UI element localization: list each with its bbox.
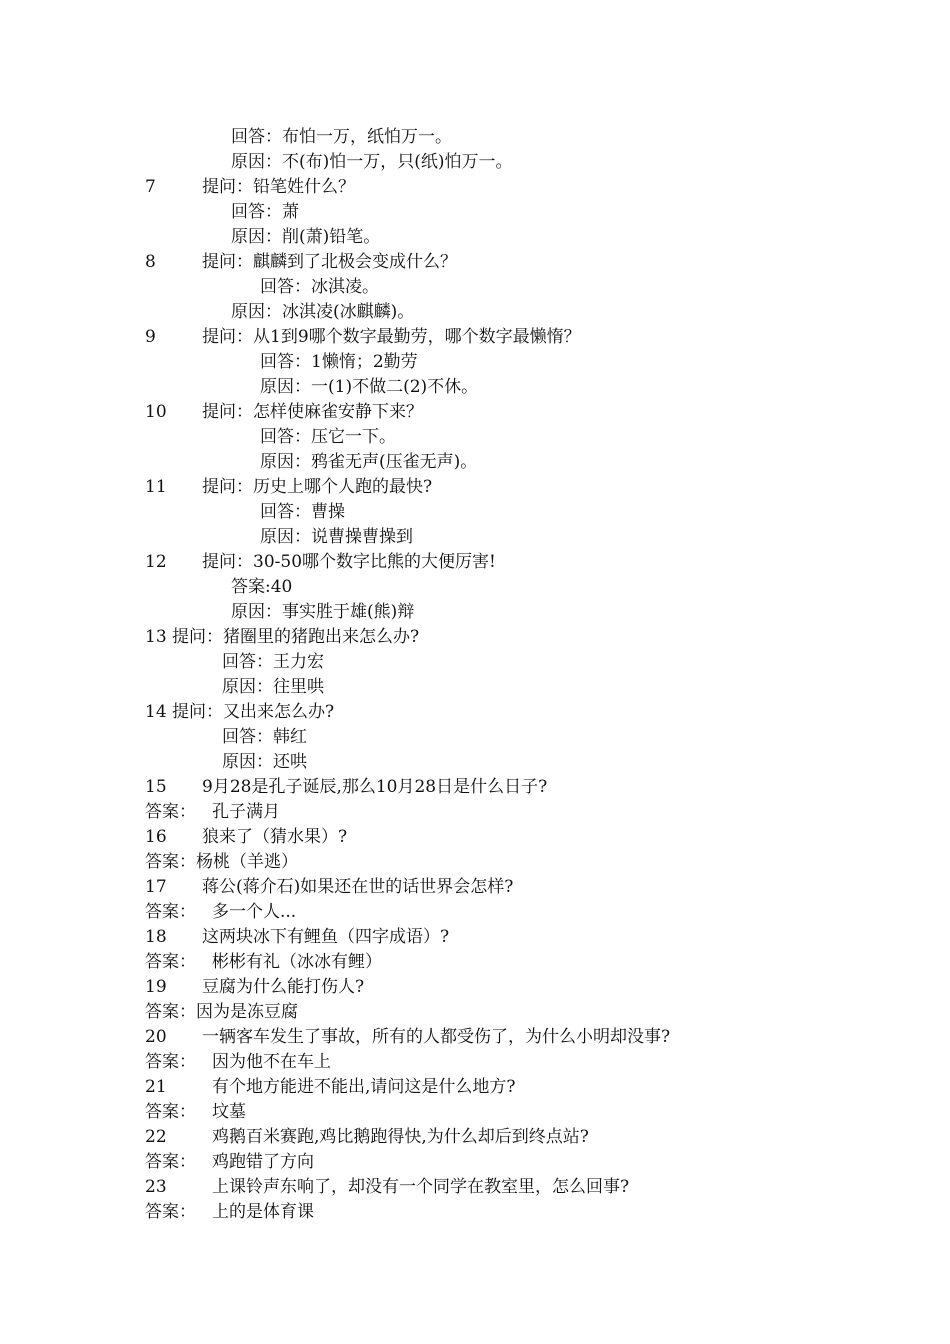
reason-line: 原因：说曹操曹操到 xyxy=(260,527,413,547)
answer-label: 答案： xyxy=(145,1202,196,1222)
question-line: 鸡鹅百米赛跑,鸡比鹅跑得快,为什么却后到终点站? xyxy=(212,1127,589,1147)
question-line: 13 提问：猪圈里的猪跑出来怎么办? xyxy=(145,627,420,647)
question-line: 豆腐为什么能打伤人? xyxy=(202,977,365,997)
question-line: 提问：怎样使麻雀安静下来？ xyxy=(202,402,423,422)
question-line: 上课铃声东响了，却没有一个同学在教室里，怎么回事? xyxy=(212,1177,630,1197)
item-number: 20 xyxy=(145,1027,167,1047)
answer-line: 回答：韩红 xyxy=(222,727,307,747)
reason-line: 原因：还哄 xyxy=(222,752,307,772)
question-line: 提问：历史上哪个人跑的最快? xyxy=(202,477,433,497)
question-line: 提问：麒麟到了北极会变成什么？ xyxy=(202,252,457,272)
reason-line: 原因：不(布)怕一万，只(纸)怕万一。 xyxy=(231,152,513,172)
answer-text: 彬彬有礼（冰冰有鲤） xyxy=(212,952,382,972)
answer-line: 回答：王力宏 xyxy=(222,652,324,672)
answer-text: 坟墓 xyxy=(212,1102,246,1122)
item-number: 7 xyxy=(145,177,156,197)
question-line: 14 提问：又出来怎么办? xyxy=(145,702,335,722)
answer-text: 多一个人... xyxy=(212,902,297,922)
item-number: 19 xyxy=(145,977,167,997)
item-number: 12 xyxy=(145,552,167,572)
answer-line: 答案:40 xyxy=(231,577,293,597)
answer-line: 答案：杨桃（羊逃） xyxy=(145,852,298,872)
answer-text: 上的是体育课 xyxy=(212,1202,314,1222)
item-number: 15 xyxy=(145,777,167,797)
item-number: 23 xyxy=(145,1177,167,1197)
item-number: 18 xyxy=(145,927,167,947)
answer-text: 鸡跑错了方向 xyxy=(212,1152,314,1172)
answer-label: 答案： xyxy=(145,902,196,922)
question-line: 蒋公(蒋介石)如果还在世的话世界会怎样? xyxy=(202,877,514,897)
item-number: 10 xyxy=(145,402,167,422)
reason-line: 原因：冰淇凌(冰麒麟)。 xyxy=(231,302,415,322)
reason-line: 原因：鸦雀无声(压雀无声)。 xyxy=(260,452,478,472)
reason-line: 原因：一(1)不做二(2)不休。 xyxy=(260,377,479,397)
question-line: 一辆客车发生了事故，所有的人都受伤了，为什么小明却没事? xyxy=(202,1027,671,1047)
question-line: 提问：30-50哪个数字比熊的大便厉害! xyxy=(202,552,496,572)
answer-text: 孔子满月 xyxy=(212,802,280,822)
answer-label: 答案： xyxy=(145,1102,196,1122)
item-number: 16 xyxy=(145,827,167,847)
answer-label: 答案： xyxy=(145,1152,196,1172)
item-number: 8 xyxy=(145,252,156,272)
answer-text: 因为他不在车上 xyxy=(212,1052,331,1072)
answer-label: 答案： xyxy=(145,1052,196,1072)
item-number: 17 xyxy=(145,877,167,897)
question-line: 有个地方能进不能出,请问这是什么地方? xyxy=(212,1077,516,1097)
answer-line: 答案：因为是冻豆腐 xyxy=(145,1002,298,1022)
answer-line: 回答：萧 xyxy=(231,202,299,222)
question-line: 提问：铅笔姓什么？ xyxy=(202,177,355,197)
item-number: 9 xyxy=(145,327,156,347)
answer-line: 回答：曹操 xyxy=(260,502,345,522)
item-number: 21 xyxy=(145,1077,167,1097)
item-number: 11 xyxy=(145,477,167,497)
reason-line: 原因：事实胜于雄(熊)辩 xyxy=(231,602,415,622)
question-line: 这两块冰下有鲤鱼（四字成语）? xyxy=(202,927,450,947)
answer-label: 答案： xyxy=(145,952,196,972)
answer-label: 答案： xyxy=(145,802,196,822)
answer-line: 回答：布怕一万，纸怕万一。 xyxy=(231,127,452,147)
item-number: 22 xyxy=(145,1127,167,1147)
answer-line: 回答：冰淇凌。 xyxy=(260,277,379,297)
reason-line: 原因：削(萧)铅笔。 xyxy=(231,227,381,247)
answer-line: 回答：1懒惰；2勤劳 xyxy=(260,352,418,372)
answer-line: 回答：压它一下。 xyxy=(260,427,396,447)
reason-line: 原因：往里哄 xyxy=(222,677,324,697)
question-line: 9月28是孔子诞辰,那么10月28日是什么日子? xyxy=(202,777,548,797)
question-line: 狼来了（猜水果）? xyxy=(202,827,348,847)
question-line: 提问：从1到9哪个数字最勤劳，哪个数字最懒惰？ xyxy=(202,327,581,347)
